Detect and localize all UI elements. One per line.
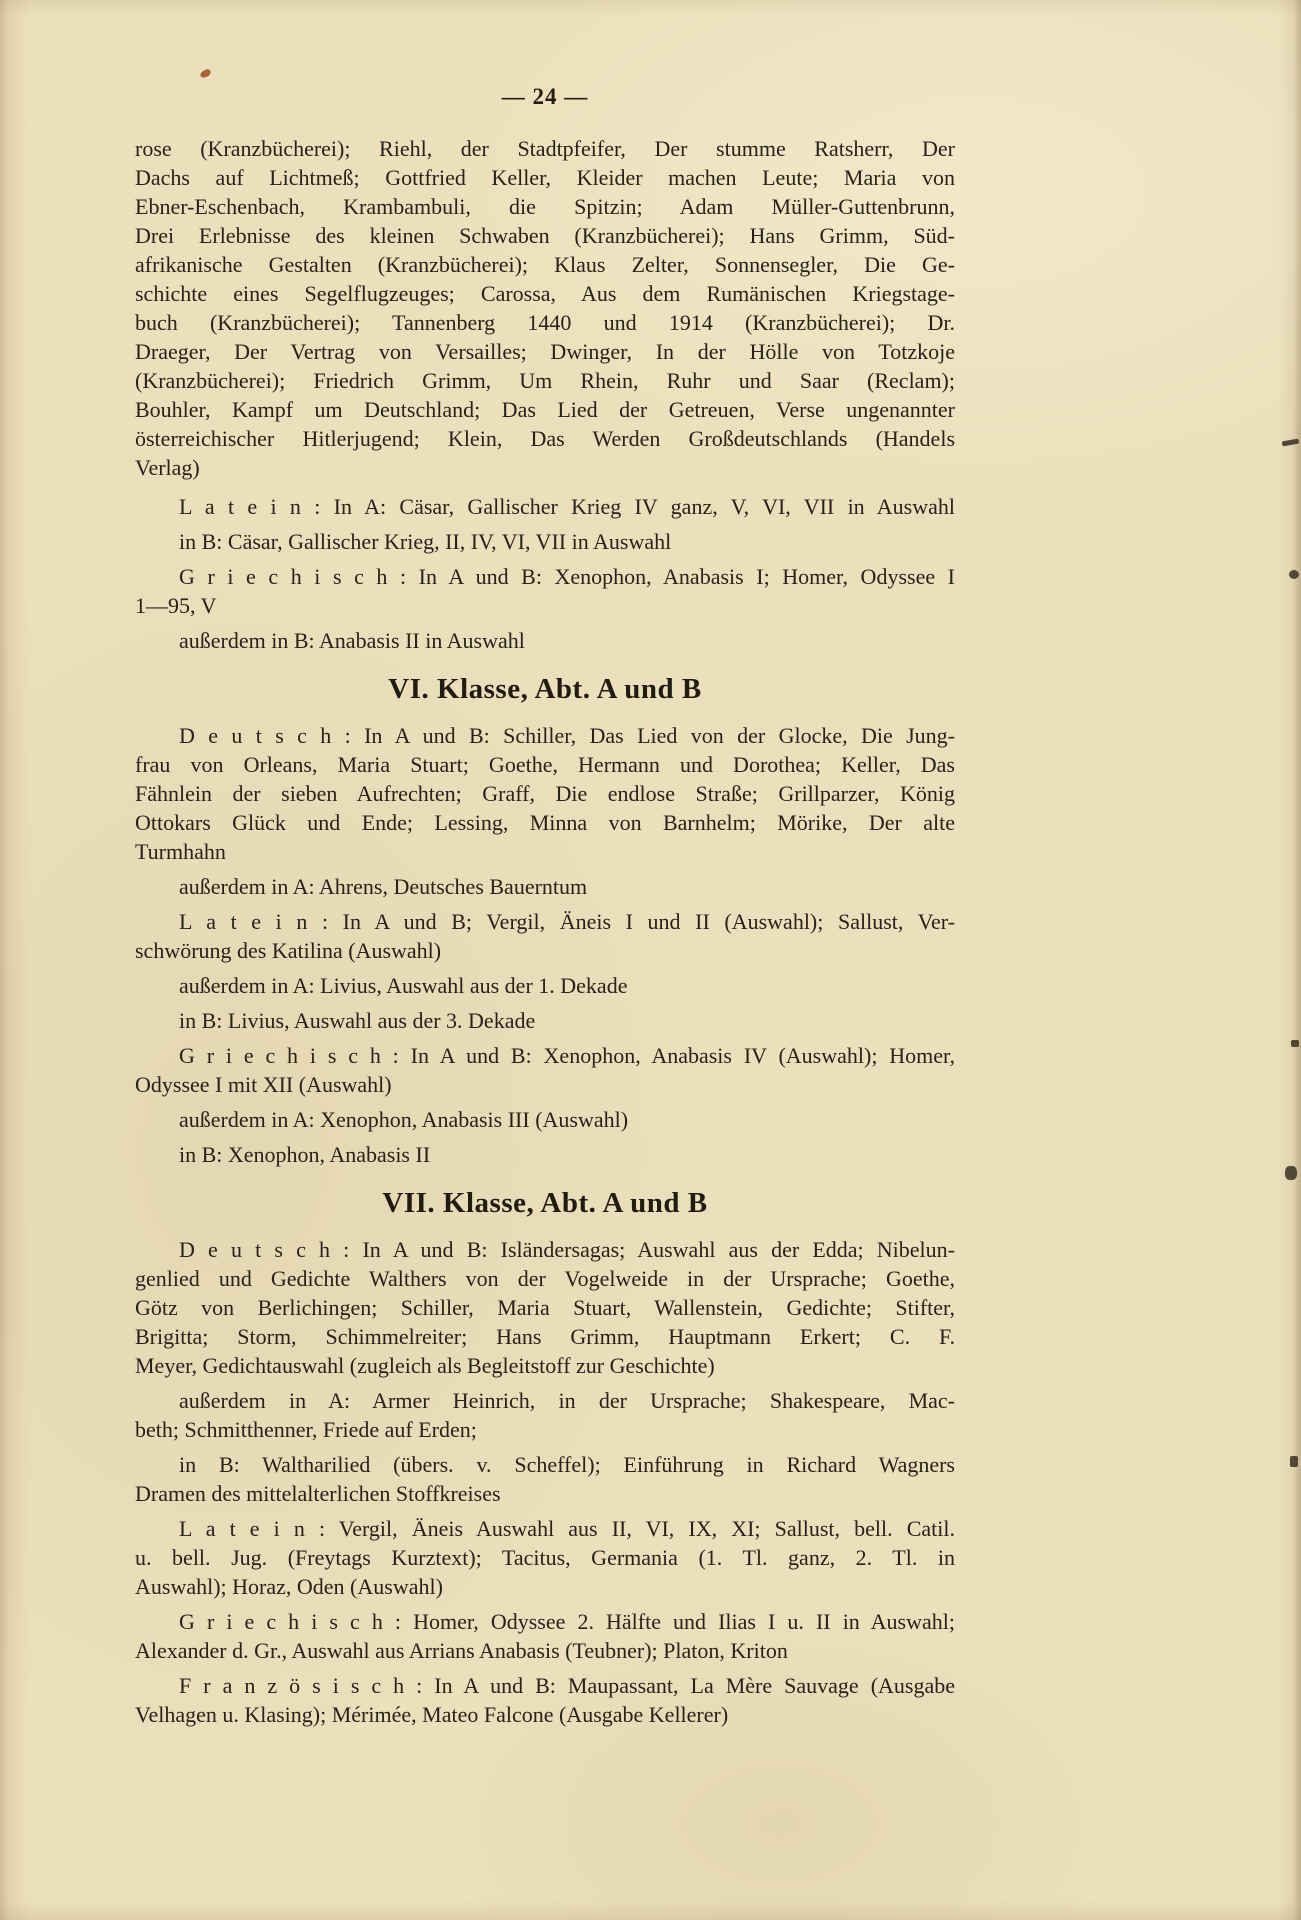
- text-line: 1—95, V: [135, 593, 217, 618]
- text-line: afrikanische Gestalten (Kranzbücherei); Klaus Zelter, Sonnensegler, Die Ge-: [135, 252, 955, 277]
- page: [135, 84, 955, 1735]
- para-vi-latein-ausserdem-a: [135, 971, 955, 1000]
- text-line: D e u t s c h : In A und B: Schiller, Das Lied von der Glocke, Die Jung-: [179, 723, 955, 748]
- text-line: G r i e c h i s c h : Homer, Odyssee 2. Hälfte und Ilias I u. II in Auswahl;: [179, 1609, 955, 1634]
- para-vi-deutsch: [135, 721, 955, 866]
- text-line: außerdem in A: Armer Heinrich, in der Ursprache; Shakespeare, Mac-: [179, 1388, 955, 1413]
- scan-artifact: [1289, 570, 1299, 579]
- para-vii-franzoesisch: [135, 1671, 955, 1729]
- para-griechisch: [135, 562, 955, 620]
- text-line: Odyssee I mit XII (Auswahl): [135, 1072, 392, 1097]
- text-line: Alexander d. Gr., Auswahl aus Arrians Anabasis (Teubner); Platon, Kriton: [135, 1638, 788, 1663]
- text-line: G r i e c h i s c h : In A und B: Xenophon, Anabasis I; Homer, Odyssee I: [179, 564, 955, 589]
- heading-klasse-vi: VI. Klasse, Abt. A und B: [388, 673, 702, 705]
- para-ausserdem-b: [135, 626, 955, 655]
- paper-speck: [199, 68, 212, 79]
- para-latein-b: [135, 527, 955, 556]
- text-line: F r a n z ö s i s c h : In A und B: Maupassant, La Mère Sauvage (Ausgabe: [179, 1673, 955, 1698]
- text-line: schwörung des Katilina (Auswahl): [135, 938, 442, 963]
- text-line: Götz von Berlichingen; Schiller, Maria Stuart, Wallenstein, Gedichte; Stifter,: [135, 1295, 955, 1320]
- text-line: Verlag): [135, 455, 200, 480]
- text-line: L a t e i n : Vergil, Äneis Auswahl aus II, VI, IX, XI; Sallust, bell. Catil.: [179, 1516, 955, 1541]
- text-line: L a t e i n : In A und B; Vergil, Äneis I und II (Auswahl); Sallust, Ver-: [179, 909, 955, 934]
- para-vii-deutsch: [135, 1235, 955, 1380]
- text-line: frau von Orleans, Maria Stuart; Goethe, Hermann und Dorothea; Keller, Das: [135, 752, 955, 777]
- text-line: in B: Livius, Auswahl aus der 3. Dekade: [179, 1008, 536, 1033]
- scan-artifact: [1290, 1456, 1298, 1467]
- scan-artifact: [1291, 1040, 1299, 1047]
- para-vii-deutsch-b: [135, 1450, 955, 1508]
- para-vi-latein-b: [135, 1006, 955, 1035]
- text-line: außerdem in B: Anabasis II in Auswahl: [179, 628, 525, 653]
- text-line: in B: Cäsar, Gallischer Krieg, II, IV, VI, VII in Auswahl: [179, 529, 672, 554]
- text-line: buch (Kranzbücherei); Tannenberg 1440 und 1914 (Kranzbücherei); Dr.: [135, 310, 955, 335]
- text-line: Brigitta; Storm, Schimmelreiter; Hans Grimm, Hauptmann Erkert; C. F.: [135, 1324, 955, 1349]
- text-line: Bouhler, Kampf um Deutschland; Das Lied der Getreuen, Verse ungenannter: [135, 397, 955, 422]
- para-vi-ausserdem-a: [135, 872, 955, 901]
- text-line: Dachs auf Lichtmeß; Gottfried Keller, Kleider machen Leute; Maria von: [135, 165, 955, 190]
- heading-klasse-vii: VII. Klasse, Abt. A und B: [382, 1187, 708, 1219]
- para-deutsch-continuation: [135, 134, 955, 482]
- para-latein-a: [135, 492, 955, 521]
- text-line: u. bell. Jug. (Freytags Kurztext); Tacitus, Germania (1. Tl. ganz, 2. Tl. in: [135, 1545, 955, 1570]
- para-vi-griechisch-b: [135, 1140, 955, 1169]
- text-line: außerdem in A: Livius, Auswahl aus der 1. Dekade: [179, 973, 628, 998]
- text-line: Ebner-Eschenbach, Krambambuli, die Spitzin; Adam Müller-Guttenbrunn,: [135, 194, 955, 219]
- para-vi-latein: [135, 907, 955, 965]
- scan-artifact: [1285, 1166, 1297, 1180]
- text-line: Dramen des mittelalterlichen Stoffkreises: [135, 1481, 501, 1506]
- text-line: schichte eines Segelflugzeuges; Carossa, Aus dem Rumänischen Kriegstage-: [135, 281, 955, 306]
- text-line: österreichischer Hitlerjugend; Klein, Das Werden Großdeutschlands (Handels: [135, 426, 955, 451]
- para-vii-latein: [135, 1514, 955, 1601]
- text-line: Fähnlein der sieben Aufrechten; Graff, Die endlose Straße; Grillparzer, König: [135, 781, 955, 806]
- text-line: rose (Kranzbücherei); Riehl, der Stadtpfeifer, Der stumme Ratsherr, Der: [135, 136, 955, 161]
- text-line: genlied und Gedichte Walthers von der Vogelweide in der Ursprache; Goethe,: [135, 1266, 955, 1291]
- text-line: beth; Schmitthenner, Friede auf Erden;: [135, 1417, 477, 1442]
- text-line: Draeger, Der Vertrag von Versailles; Dwinger, In der Hölle von Totzkoje: [135, 339, 955, 364]
- text-line: L a t e i n : In A: Cäsar, Gallischer Krieg IV ganz, V, VI, VII in Auswahl: [179, 494, 955, 519]
- para-vii-griechisch: [135, 1607, 955, 1665]
- text-line: (Kranzbücherei); Friedrich Grimm, Um Rhein, Ruhr und Saar (Reclam);: [135, 368, 955, 393]
- text-line: G r i e c h i s c h : In A und B: Xenophon, Anabasis IV (Auswahl); Homer,: [179, 1043, 955, 1068]
- text-line: Auswahl); Horaz, Oden (Auswahl): [135, 1574, 443, 1599]
- text-line: Ottokars Glück und Ende; Lessing, Minna von Barnhelm; Mörike, Der alte: [135, 810, 955, 835]
- text-line: außerdem in A: Ahrens, Deutsches Bauerntum: [179, 874, 588, 899]
- para-vi-griechisch: [135, 1041, 955, 1099]
- para-vi-griechisch-ausserdem-a: [135, 1105, 955, 1134]
- text-line: Drei Erlebnisse des kleinen Schwaben (Kranzbücherei); Hans Grimm, Süd-: [135, 223, 955, 248]
- text-line: Velhagen u. Klasing); Mérimée, Mateo Falcone (Ausgabe Kellerer): [135, 1702, 729, 1727]
- text-line: außerdem in A: Xenophon, Anabasis III (Auswahl): [179, 1107, 629, 1132]
- text-line: D e u t s c h : In A und B: Isländersagas; Auswahl aus der Edda; Nibelun-: [179, 1237, 955, 1262]
- scan-artifact: [1282, 439, 1300, 447]
- text-line: Meyer, Gedichtauswahl (zugleich als Begleitstoff zur Geschichte): [135, 1353, 715, 1378]
- text-line: Turmhahn: [135, 839, 226, 864]
- para-vii-ausserdem-a: [135, 1386, 955, 1444]
- text-line: in B: Xenophon, Anabasis II: [179, 1142, 431, 1167]
- page-number: — 24 —: [501, 84, 589, 109]
- text-column: [135, 134, 955, 1729]
- text-line: in B: Waltharilied (übers. v. Scheffel); Einführung in Richard Wagners: [179, 1452, 955, 1477]
